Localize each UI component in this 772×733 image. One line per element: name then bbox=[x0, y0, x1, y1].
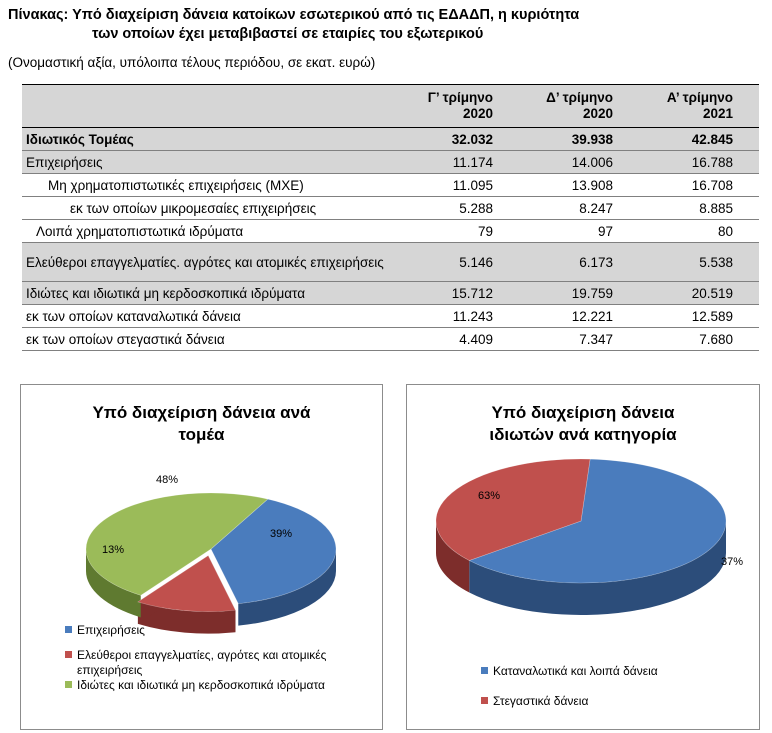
cell-value: 79 bbox=[399, 220, 519, 243]
cell-value: 19.759 bbox=[519, 282, 639, 305]
row-label: Ιδιωτικός Τομέας bbox=[22, 128, 399, 151]
table-subtitle: (Ονομαστική αξία, υπόλοιπα τέλους περιόδου, σε εκατ. ευρώ) bbox=[8, 55, 376, 70]
cell-value: 5.538 bbox=[639, 243, 759, 282]
table-row bbox=[22, 282, 759, 305]
legend-label: Επιχειρήσεις bbox=[77, 623, 145, 637]
row-label: εκ των οποίων καταναλωτικά δάνεια bbox=[22, 305, 399, 328]
legend-swatch bbox=[65, 651, 72, 658]
cell-value: 5.288 bbox=[399, 197, 519, 220]
column-header: Γ’ τρίμηνο 2020 bbox=[399, 85, 519, 128]
cell-value: 20.519 bbox=[639, 282, 759, 305]
cell-value: 6.173 bbox=[519, 243, 639, 282]
cell-value: 5.146 bbox=[399, 243, 519, 282]
cell-value: 11.174 bbox=[399, 151, 519, 174]
header-blank-cell bbox=[22, 85, 399, 128]
cell-value: 14.006 bbox=[519, 151, 639, 174]
cell-value: 39.938 bbox=[519, 128, 639, 151]
table-row bbox=[22, 197, 759, 220]
loans-table bbox=[22, 84, 759, 351]
page-heading bbox=[8, 6, 768, 44]
cell-value: 8.885 bbox=[639, 197, 759, 220]
chart-panel-sector bbox=[20, 384, 383, 730]
row-label: Ιδιώτες και ιδιωτικά μη κερδοσκοπικά ιδρύματα bbox=[22, 282, 399, 305]
legend-item bbox=[65, 623, 380, 638]
row-label: Μη χρηματοπιστωτικές επιχειρήσεις (ΜΧΕ) bbox=[22, 174, 399, 197]
chart-legend bbox=[65, 623, 380, 703]
legend-item bbox=[481, 664, 751, 679]
cell-value: 16.708 bbox=[639, 174, 759, 197]
chart-legend bbox=[481, 664, 751, 719]
row-label: εκ των οποίων μικρομεσαίες επιχειρήσεις bbox=[22, 197, 399, 220]
table-header-row bbox=[22, 85, 759, 128]
data-label: 37% bbox=[720, 556, 744, 568]
chart-title: Υπό διαχείριση δάνεια ανά τομέα bbox=[92, 403, 311, 444]
row-label: Ελεύθεροι επαγγελματίες. αγρότες και ατομικές επιχειρήσεις bbox=[22, 243, 399, 282]
table-row bbox=[22, 128, 759, 151]
cell-value: 15.712 bbox=[399, 282, 519, 305]
data-label: 48% bbox=[155, 474, 179, 486]
row-label: Λοιπά χρηματοπιστωτικά ιδρύματα bbox=[22, 220, 399, 243]
cell-value: 11.095 bbox=[399, 174, 519, 197]
cell-value: 13.908 bbox=[519, 174, 639, 197]
chart-panel-private bbox=[406, 384, 760, 730]
legend-label: Καταναλωτικά και λοιπά δάνεια bbox=[493, 664, 658, 678]
legend-swatch bbox=[481, 667, 488, 674]
cell-value: 97 bbox=[519, 220, 639, 243]
legend-label: επιχειρήσεις bbox=[77, 663, 143, 677]
data-label: 39% bbox=[269, 528, 293, 540]
row-label: εκ των οποίων στεγαστικά δάνεια bbox=[22, 328, 399, 351]
legend-swatch bbox=[65, 681, 72, 688]
data-label: 13% bbox=[101, 544, 125, 556]
legend-label: Στεγαστικά δάνεια bbox=[493, 694, 589, 708]
cell-value: 11.243 bbox=[399, 305, 519, 328]
column-header: Α’ τρίμηνο 2021 bbox=[639, 85, 759, 128]
table-title-line2: των οποίων έχει μεταβιβαστεί σε εταιρίες του εξωτερικού bbox=[92, 26, 484, 42]
cell-value: 12.221 bbox=[519, 305, 639, 328]
table-row bbox=[22, 305, 759, 328]
cell-value: 7.680 bbox=[639, 328, 759, 351]
cell-value: 7.347 bbox=[519, 328, 639, 351]
cell-value: 32.032 bbox=[399, 128, 519, 151]
row-label: Επιχειρήσεις bbox=[22, 151, 399, 174]
cell-value: 42.845 bbox=[639, 128, 759, 151]
table-row bbox=[22, 328, 759, 351]
chart-title: Υπό διαχείριση δάνεια ιδιωτών ανά κατηγορία bbox=[489, 403, 677, 444]
column-header: Δ’ τρίμηνο 2020 bbox=[519, 85, 639, 128]
table-row bbox=[22, 220, 759, 243]
data-label: 63% bbox=[477, 490, 501, 502]
cell-value: 4.409 bbox=[399, 328, 519, 351]
table-title-line1: Πίνακας: Υπό διαχείριση δάνεια κατοίκων εσωτερικού από τις ΕΔΑΔΠ, η κυριότητα bbox=[8, 7, 580, 23]
cell-value: 16.788 bbox=[639, 151, 759, 174]
legend-swatch bbox=[65, 626, 72, 633]
legend-item bbox=[481, 694, 751, 709]
legend-label: Ιδιώτες και ιδιωτικά μη κερδοσκοπικά ιδρύματα bbox=[77, 678, 325, 692]
legend-item bbox=[65, 678, 380, 693]
cell-value: 80 bbox=[639, 220, 759, 243]
legend-label: Ελεύθεροι επαγγελματίες, αγρότες και ατομικές bbox=[77, 648, 327, 662]
cell-value: 12.589 bbox=[639, 305, 759, 328]
cell-value: 8.247 bbox=[519, 197, 639, 220]
legend-item bbox=[65, 648, 380, 678]
table-row bbox=[22, 243, 759, 282]
legend-swatch bbox=[481, 697, 488, 704]
table-row bbox=[22, 174, 759, 197]
table-row bbox=[22, 151, 759, 174]
